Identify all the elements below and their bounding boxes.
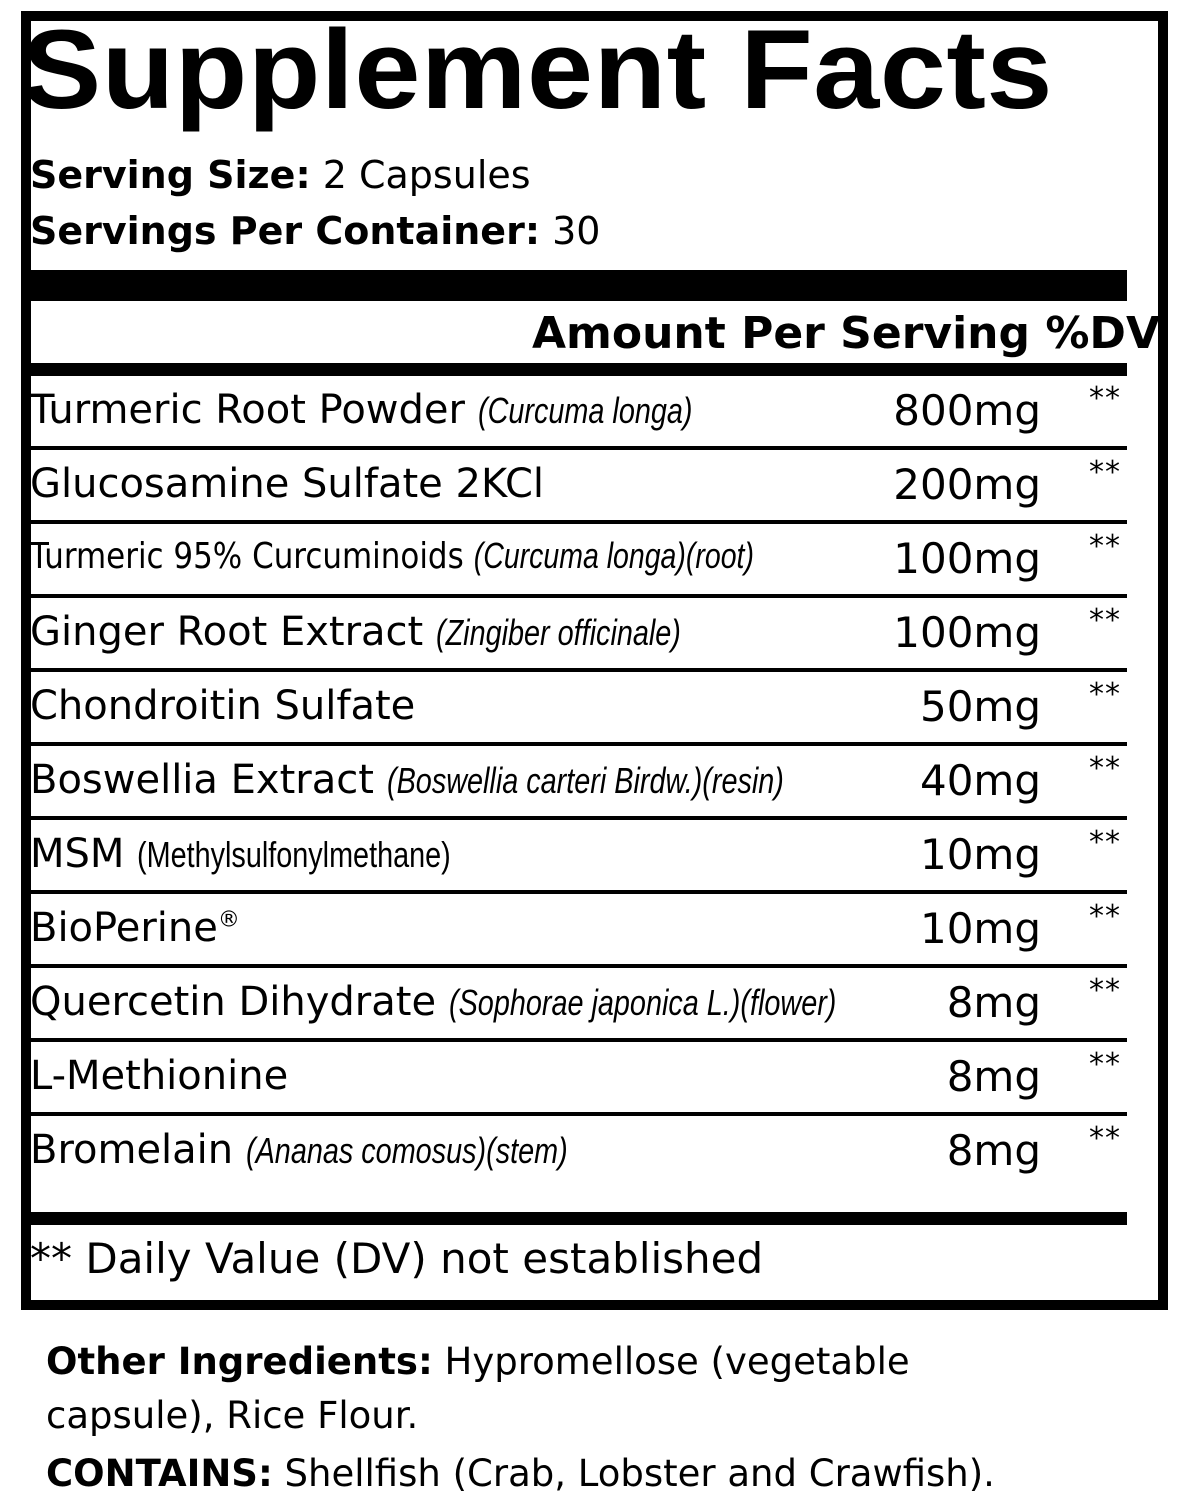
bottom-divider [24, 1212, 1127, 1225]
table-row [24, 376, 1127, 450]
other-ingredients [46, 1340, 1156, 1384]
servings-per-container-label: Servings Per Container: [30, 209, 541, 253]
ingredient-dv: ** [1089, 751, 1121, 786]
amount-per-serving-label: Amount Per Serving [531, 308, 1030, 359]
ingredient-amount: 200mg [893, 460, 1041, 509]
serving-size-label: Serving Size: [30, 153, 311, 197]
servings-per-container-value: 30 [552, 209, 601, 253]
ingredient-name: Glucosamine Sulfate 2KCl [30, 461, 545, 507]
ingredient-dv: ** [1089, 677, 1121, 712]
allergen-contains [46, 1452, 1156, 1496]
ingredient-amount: 100mg [893, 608, 1041, 657]
ingredient-name: Bromelain (Ananas comosus)(stem) [30, 1127, 568, 1173]
ingredient-dv: ** [1089, 973, 1121, 1008]
ingredient-table [24, 376, 1127, 1186]
ingredient-name: Boswellia Extract (Boswellia carteri Birdw.)(resin) [30, 757, 784, 803]
table-row [24, 450, 1127, 524]
ingredient-amount: 100mg [893, 534, 1041, 583]
page-title: Supplement Facts [22, 7, 1053, 132]
amount-header [531, 308, 1160, 359]
thick-divider [24, 270, 1127, 301]
table-row [24, 968, 1127, 1042]
ingredient-amount: 10mg [919, 904, 1041, 953]
table-row [24, 672, 1127, 746]
table-row [24, 820, 1127, 894]
registered-mark: ® [217, 907, 240, 933]
ingredient-name: Turmeric 95% Curcuminoids (Curcuma longa)(root) [30, 535, 754, 577]
dv-footnote: ** Daily Value (DV) not established [30, 1234, 764, 1283]
ingredient-amount: 50mg [919, 682, 1041, 731]
ingredient-dv: ** [1089, 825, 1121, 860]
ingredient-dv: ** [1089, 1121, 1121, 1156]
ingredient-name: Ginger Root Extract (Zingiber officinale) [30, 609, 681, 655]
ingredient-dv: ** [1089, 381, 1121, 416]
contains-label: CONTAINS: [46, 1452, 273, 1495]
table-row [24, 1042, 1127, 1116]
ingredient-dv: ** [1089, 529, 1121, 564]
table-row [24, 746, 1127, 820]
ingredient-amount: 10mg [919, 830, 1041, 879]
ingredient-amount: 8mg [946, 1126, 1041, 1175]
ingredient-amount: 8mg [946, 978, 1041, 1027]
ingredient-name: L-Methionine [30, 1053, 289, 1099]
ingredient-dv: ** [1089, 603, 1121, 638]
ingredient-name: MSM (Methylsulfonylmethane) [30, 831, 451, 877]
servings-per-container [30, 209, 601, 253]
table-row [24, 598, 1127, 672]
ingredient-name: BioPerine® [30, 905, 240, 951]
other-ingredients-line2: capsule), Rice Flour. [46, 1394, 419, 1437]
serving-size-value: 2 Capsules [322, 153, 531, 197]
ingredient-dv: ** [1089, 899, 1121, 934]
ingredient-name: Chondroitin Sulfate [30, 683, 416, 729]
ingredient-dv: ** [1089, 455, 1121, 490]
ingredient-name: Quercetin Dihydrate (Sophorae japonica L.)(flower) [30, 979, 837, 1025]
ingredient-amount: 8mg [946, 1052, 1041, 1101]
table-row [24, 1116, 1127, 1186]
table-row [24, 894, 1127, 968]
medium-divider [24, 363, 1127, 376]
ingredient-amount: 40mg [919, 756, 1041, 805]
ingredient-dv: ** [1089, 1047, 1121, 1082]
other-ingredients-label: Other Ingredients: [46, 1340, 433, 1383]
contains-value: Shellfish (Crab, Lobster and Crawfish). [284, 1452, 995, 1495]
other-ingredients-line1: Hypromellose (vegetable [444, 1340, 910, 1383]
ingredient-name: Turmeric Root Powder (Curcuma longa) [30, 387, 693, 433]
dv-header: %DV [1045, 308, 1160, 359]
ingredient-amount: 800mg [893, 386, 1041, 435]
table-row [24, 524, 1127, 598]
serving-size [30, 153, 531, 197]
